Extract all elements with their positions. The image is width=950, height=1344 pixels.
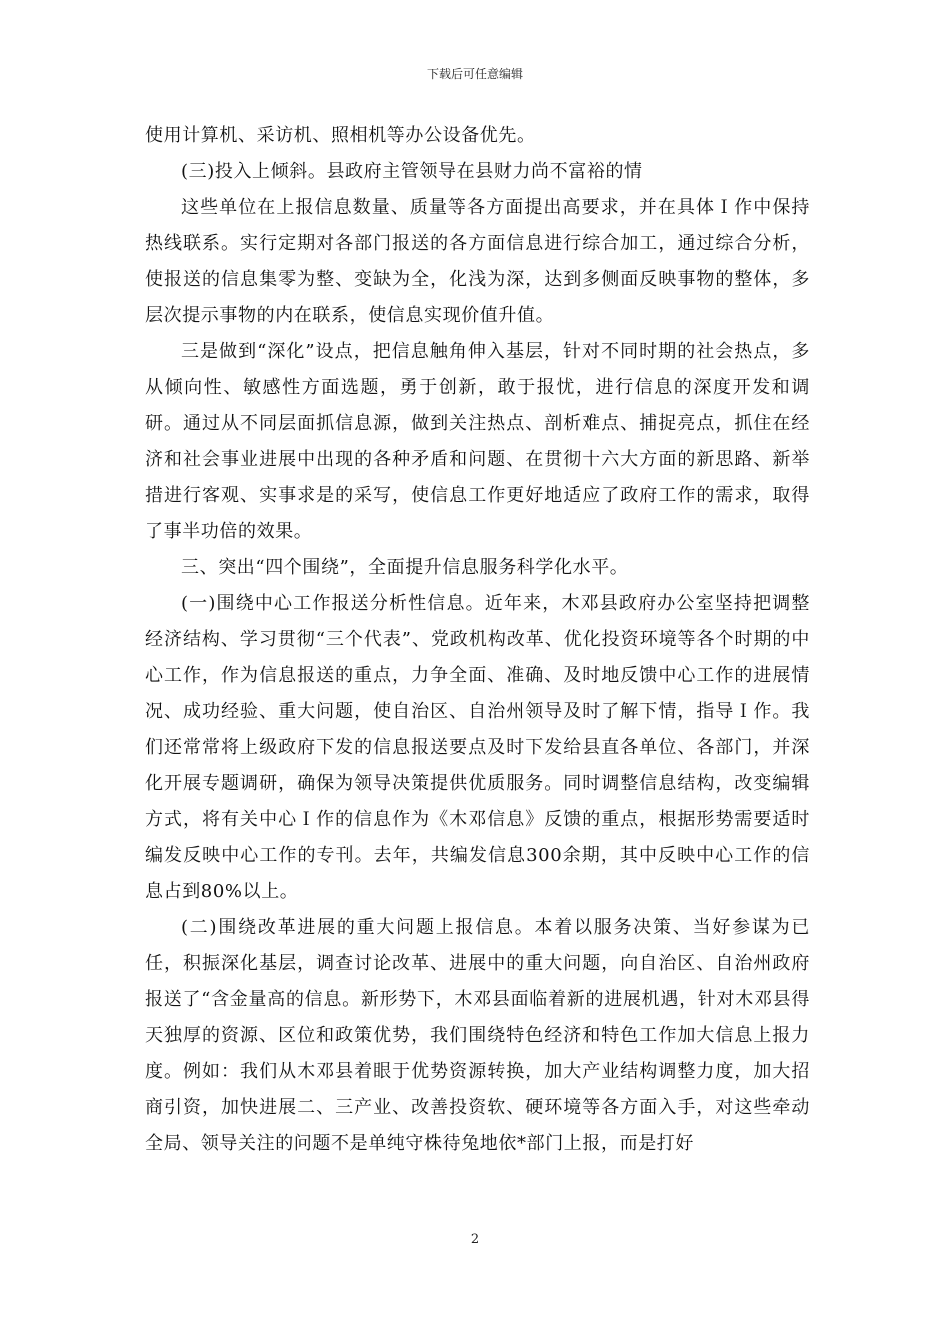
paragraph-2: (三)投入上倾斜。县政府主管领导在县财力尚不富裕的情	[181, 161, 643, 182]
document-body	[145, 118, 810, 1162]
section-heading: 三、突出“四个围绕”，全面提升信息服务科学化水平。	[181, 557, 629, 578]
page-number: 2	[470, 1232, 480, 1247]
paragraph-1: 使用计算机、采访机、照相机等办公设备优先。	[145, 125, 536, 146]
paragraph-3: 这些单位在上报信息数量、质量等各方面提出高要求，并在具体Ｉ作中保持热线联系。实行定期对各部门报送的各方面信息进行综合加工，通过综合分析，使报送的信息集零为整、变缺为全，化浅为深，达到多侧面反映事物的整体，多层次提示事物的内在联系，使信息实现价值升值。	[145, 197, 810, 326]
paragraph-6: (二)围绕改革进展的重大问题上报信息。本着以服务决策、当好参谋为已任，积振深化基层，调查讨论改革、进展中的重大问题，向自治区、自治州政府报送了“含金量高的信息。新形势下，木邓县面临着新的进展机遇，针对木邓县得天独厚的资源、区位和政策优势，我们围绕特色经济和特色工作加大信息上报力度。例如：我们从木邓县着眼于优势资源转换，加大产业结构调整力度，加大招商引资，加快进展二、三产业、改善投资软、硬环境等各方面入手，对这些牵动全局、领导关注的问题不是单纯守株待兔地依*部门上报，而是打好	[145, 917, 810, 1154]
paragraph-5: (一)围绕中心工作报送分析性信息。近年来，木邓县政府办公室坚持把调整经济结构、学习贯彻“三个代表”、党政机构改革、优化投资环境等各个时期的中心工作，作为信息报送的重点，力争全面、准确、及时地反馈中心工作的进展情况、成功经验、重大问题，使自治区、自治州领导及时了解下情，指导Ｉ作。我们还常常将上级政府下发的信息报送要点及时下发给县直各单位、各部门，并深化开展专题调研，确保为领导决策提供优质服务。同时调整信息结构，改变编辑方式，将有关中心Ｉ作的信息作为《木邓信息》反馈的重点，根据形势需要适时编发反映中心工作的专刊。去年，共编发信息300余期，其中反映中心工作的信息占到80%以上。	[145, 593, 810, 902]
page-header: 下载后可任意编辑	[426, 67, 523, 81]
paragraph-4: 三是做到“深化”设点，把信息触角伸入基层，针对不同时期的社会热点，多从倾向性、敏感性方面选题，勇于创新，敢于报忧，进行信息的深度开发和调研。通过从不同层面抓信息源，做到关注热点、剖析难点、捕捉亮点，抓住在经济和社会事业进展中出现的各种矛盾和问题、在贯彻十六大方面的新思路、新举措进行客观、实事求是的采写，使信息工作更好地适应了政府工作的需求，取得了事半功倍的效果。	[145, 341, 810, 542]
